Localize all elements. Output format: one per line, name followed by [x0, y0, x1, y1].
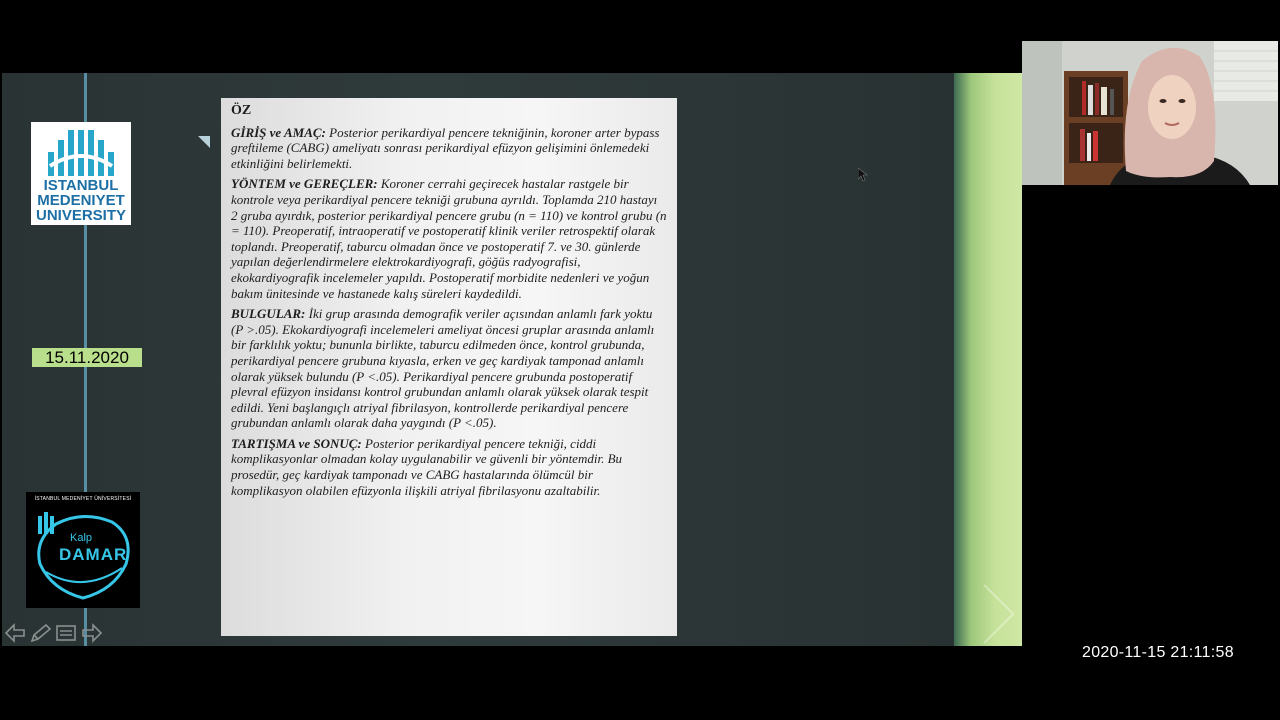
pen-icon[interactable] — [29, 623, 53, 648]
abstract-document — [221, 98, 677, 636]
section-text: Koroner cerrahi geçirecek hastalar rastgele bir kontrole veya perikardiyal pencere tekniği grubuna ayrıldı. Toplamda 210 hastayı 2 gruba ayırdık, posterior perikardiyal pencere grubu (n = 110) ve kontrol grubu (n = 110). Preoperatif, intraoperatif ve postoperatif klinik veriler retrospektif olarak toplandı. Preoperatif, taburcu olmadan önce ve postoperatif 7. ve 30. günlerde yapılan değerlendirmelere elektrokardiyografi, göğüs radyografisi, ekokardiyografik incelemeler yapıldı. Postoperatif morbidite nedenleri ve yoğun bakım ünitesinde ve hastanede kalış süreleri kaydedildi. — [231, 176, 667, 301]
logo-line-2: MEDENIYET — [37, 192, 125, 209]
istanbul-medeniyet-logo — [31, 122, 131, 225]
kalp-logo-word2: DAMAR — [59, 545, 128, 564]
slide-marker-icon — [198, 136, 210, 148]
logo-line-1: ISTANBUL — [43, 177, 119, 194]
section-label: TARTIŞMA ve SONUÇ: — [231, 435, 362, 451]
decorative-chevron — [955, 584, 1014, 643]
university-emblem-icon — [46, 126, 116, 178]
section-label: GİRİŞ ve AMAÇ: — [231, 124, 326, 140]
section-text: İki grup arasında demografik veriler açısından anlamlı fark yoktu (P >.05). Ekokardiyografi incelemeleri ameliyat öncesi gruplar arasında anlamlı bir farklılık yoktu; bununla birlikte, taburcu edilmeden önce, kontrol grubunda, perikardiyal pencere grubuna kıyasla, erken ve geç kardiyak tamponad anlamlı olarak yüksek bulundu (P <.05). Perikardiyal pencere grubunda postoperatif plevral efüzyon insidansı kontrol grubundan anlamlı olarak yüksek olarak tespit edildi. Yeni başlangıçlı atriyal fibrilasyon, kontrollerde perikardiyal pencere grubundan anlamlı olarak daha yaygındı (P <.05). — [231, 306, 655, 431]
abstract-section-methods — [231, 176, 667, 301]
section-label: BULGULAR: — [231, 306, 306, 322]
abstract-section-intro — [231, 125, 667, 172]
menu-icon[interactable] — [55, 623, 77, 648]
abstract-heading: ÖZ — [231, 103, 252, 118]
section-label: YÖNTEM ve GEREÇLER: — [231, 176, 378, 192]
logo-line-3: UNIVERSITY — [35, 207, 126, 224]
slide-navigation — [4, 623, 106, 645]
arrow-right-icon[interactable] — [81, 623, 103, 648]
section-text: Posterior perikardiyal pencere tekniği, ciddi komplikasyonlar olmadan kolay uygulanabilir ve güvenli bir yöntemdir. Bu prosedür, geç kardiyak tamponadı ve CABG hastalarında ölümcül bir komplikasyon olabilen efüzyonla ilişkili atriyal fibrilasyonu azaltabilir. — [231, 435, 623, 498]
kalp-logo-word1: Kalp — [70, 532, 93, 544]
recording-timestamp: 2020-11-15 21:11:58 — [1082, 644, 1234, 661]
abstract-section-results — [231, 306, 667, 431]
section-text: Posterior perikardiyal pencere tekniğinin, koroner arter bypass greftileme (CABG) ameliyatı sonrası perikardiyal efüzyon gelişimini önlemedeki etkinliğini belirlemekti. — [231, 124, 660, 171]
slide-accent-band — [954, 73, 1022, 646]
arrow-left-icon[interactable] — [4, 623, 26, 648]
slide-date: 15.11.2020 — [32, 348, 142, 367]
presenter-video-frame — [1022, 41, 1278, 185]
abstract-section-conclusion — [231, 436, 667, 498]
kalp-damar-logo — [26, 492, 140, 608]
webcam-video — [1022, 41, 1278, 185]
kalp-logo-top-text: İSTANBUL MEDENİYET ÜNİVERSİTESİ — [34, 496, 132, 502]
presentation-slide — [2, 73, 954, 646]
